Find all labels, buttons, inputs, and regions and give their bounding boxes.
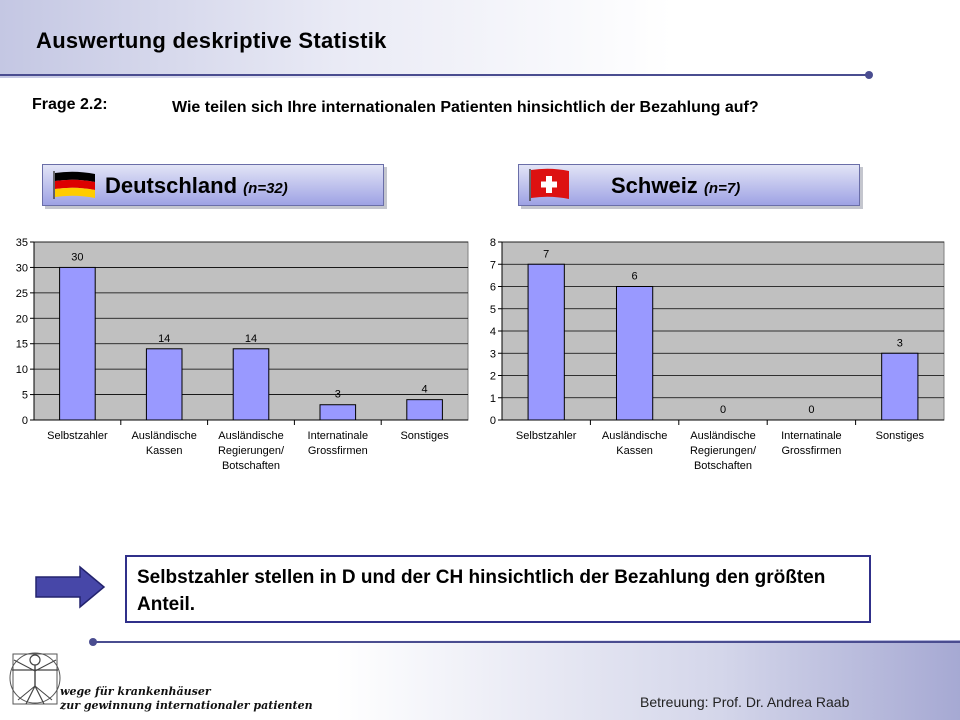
x-tick-label: Grossfirmen: [307, 445, 368, 457]
bar-germany-1: [60, 267, 96, 420]
swiss-flag-icon: [527, 168, 571, 202]
bar-germany-3: [233, 349, 269, 420]
x-tick-label: Internatinale: [307, 430, 369, 442]
data-label: 3: [334, 388, 341, 401]
y-tick-label: 6: [489, 281, 496, 294]
y-tick-label: 10: [15, 364, 28, 377]
country-name-germany: Deutschland: [105, 173, 238, 198]
country-box-germany: [42, 164, 384, 206]
y-tick-label: 20: [15, 313, 28, 326]
x-tick-label: Sonstiges: [400, 430, 449, 442]
x-tick-label: Botschaften: [693, 460, 753, 472]
data-label: 0: [808, 404, 815, 416]
country-n-germany: (n=32): [243, 180, 288, 197]
data-label: 30: [71, 251, 84, 264]
footer-divider: [94, 641, 960, 643]
x-tick-label: Ausländische: [131, 430, 197, 442]
y-tick-label: 3: [489, 348, 496, 361]
y-tick-label: 1: [489, 392, 496, 405]
logo-line-1: wege für krankenhäuser: [60, 685, 211, 698]
bar-chart-germany: [0, 225, 470, 495]
y-tick-label: 7: [489, 259, 496, 272]
data-label: 6: [631, 270, 638, 283]
header-divider: [0, 74, 868, 76]
x-tick-label: Botschaften: [221, 460, 281, 472]
x-tick-label: Ausländische: [690, 430, 756, 442]
country-n-switzerland: (n=7): [703, 180, 741, 197]
y-tick-label: 25: [15, 287, 28, 300]
logo-line-2: zur gewinnung internationaler patienten: [60, 699, 313, 712]
data-label: 14: [158, 332, 171, 345]
country-box-switzerland: [518, 164, 860, 206]
bar-germany-5: [407, 400, 443, 420]
y-tick-label: 5: [489, 303, 496, 316]
country-title-germany: [105, 173, 288, 199]
german-flag-icon: [51, 170, 97, 200]
y-tick-label: 30: [15, 262, 28, 275]
x-tick-label: Regierungen/: [689, 445, 757, 457]
x-tick-label: Selbstzahler: [47, 430, 108, 442]
data-label: 3: [896, 337, 903, 350]
y-tick-label: 2: [489, 370, 496, 383]
data-label: 14: [244, 332, 258, 345]
y-tick-label: 15: [15, 338, 28, 351]
footer-divider-dot: [89, 638, 97, 646]
x-tick-label: Internatinale: [781, 430, 842, 442]
x-tick-label: Regierungen/: [217, 445, 285, 457]
bar-germany-4: [320, 405, 356, 420]
x-tick-label: Ausländische: [601, 430, 668, 442]
header-divider-dot: [865, 71, 873, 79]
y-tick-label: 8: [489, 237, 496, 249]
country-name-switzerland: Schweiz: [611, 173, 698, 198]
question-label: Frage 2.2:: [32, 96, 108, 113]
country-title-switzerland: [611, 173, 740, 199]
x-tick-label: Kassen: [145, 445, 183, 457]
x-tick-label: Selbstzahler: [515, 430, 577, 442]
conclusion-box: Selbstzahler stellen in D und der CH hinsichtlich der Bezahlung den größten Anteil.: [125, 555, 871, 623]
x-tick-label: Ausländische: [218, 430, 284, 442]
y-tick-label: 35: [15, 237, 28, 249]
y-tick-label: 4: [489, 326, 496, 338]
bar-switzerland-1: [528, 264, 564, 420]
bar-germany-2: [146, 349, 182, 420]
x-tick-label: Grossfirmen: [781, 445, 842, 457]
data-label: 0: [719, 404, 727, 416]
logo-tagline: [60, 685, 313, 713]
data-label: 4: [421, 383, 428, 396]
x-tick-label: Kassen: [616, 445, 653, 457]
y-tick-label: 0: [21, 415, 28, 427]
bar-chart-switzerland: [476, 225, 960, 495]
y-tick-label: 0: [489, 415, 496, 427]
vitruvian-man-logo: [6, 640, 64, 718]
footer-supervisor: Betreuung: Prof. Dr. Andrea Raab: [640, 694, 850, 710]
bar-switzerland-5: [882, 353, 918, 420]
x-tick-label: Sonstiges: [875, 430, 924, 442]
data-label: 7: [543, 248, 550, 261]
y-tick-label: 5: [21, 389, 28, 402]
right-arrow-icon: [34, 565, 106, 609]
bar-switzerland-2: [616, 287, 652, 421]
page-title: Auswertung deskriptive Statistik: [36, 28, 387, 53]
question-text: Wie teilen sich Ihre internationalen Patienten hinsichtlich der Bezahlung auf?: [172, 99, 759, 116]
